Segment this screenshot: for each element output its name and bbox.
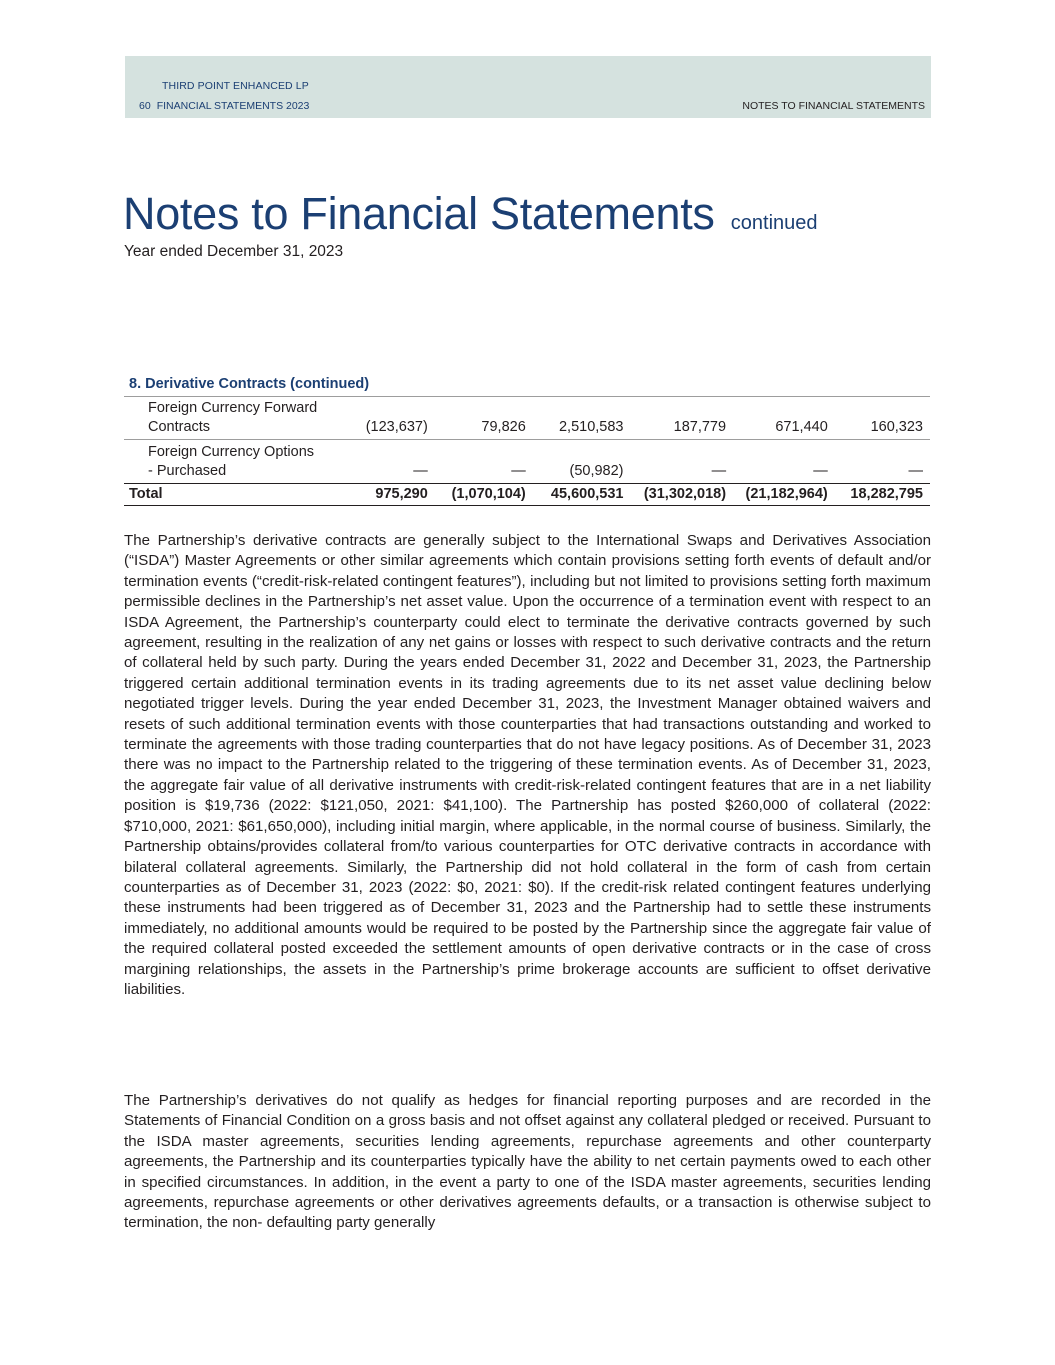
table-cell: — xyxy=(732,440,834,484)
row-label-line: Contracts xyxy=(148,419,211,435)
page-number: 60 xyxy=(139,100,151,112)
table-cell: — xyxy=(630,440,733,484)
table-cell: (50,982) xyxy=(532,440,630,484)
body-paragraph: The Partnership’s derivative contracts are generally subject to the International Swaps and Derivatives Association (“ISDA”) Master Agreements or other similar agreements which contain provisions setting forth events of default and/or termination events (“credit-risk-related contingent features”), including but not limited to provisions setting forth maximum permissible declines in the Partnership’s net asset value. Upon the occurrence of a termination event with respect to an ISDA Agreement, the Partnership’s counterparty could elect to terminate the derivative contracts governed by such agreement, resulting in the realization of any net gains or losses with respect to such derivative contracts and the return of collateral held by such party. During the years ended December 31, 2022 and December 31, 2023, the Partnership triggered certain additional termination events in its trading agreements due to its net asset value declining below negotiated trigger levels. During the year ended December 31, 2023, the Investment Manager obtained waivers and resets of such additional termination events with those counterparties that had transactions outstanding and worked to terminate the agreements with those trading counterparties that do not have legacy positions. As of December 31, 2023 there was no impact to the Partnership related to the triggering of these termination events. As of December 31, 2023, the aggregate fair value of all derivative instruments with credit-risk-related contingent features that are in a net liability position is $19,736 (2022: $121,050, 2021: $41,100). The Partnership has posted $260,000 of collateral (2022: $710,000, 2021: $61,650,000), including initial margin, where applicable, in the normal course of business. Similarly, the Partnership obtains/provides collateral from/to various counterparties for OTC derivative contracts in accordance with bilateral collateral agreements. Similarly, the Partnership did not hold collateral in the form of cash from certain counterparties as of December 31, 2023 (2022: $0, 2021: $0). If the credit-risk related contingent features underlying these instruments had been triggered as of December 31, 2023 and the Partnership had to settle these instruments immediately, no additional amounts would be required to be posted by the Partnership since the aggregate fair value of the required collateral posted exceeded the settlement amounts of open derivative contracts or in the case of cross margining relationships, the assets in the Partnership’s prime brokerage accounts are sufficient to offset derivative liabilities. xyxy=(124,532,931,998)
derivative-table-block xyxy=(124,374,930,506)
header-section-name: NOTES TO FINANCIAL STATEMENTS xyxy=(742,100,925,112)
header-page-info xyxy=(139,100,309,112)
page-title xyxy=(123,188,818,240)
body-paragraph: The Partnership’s derivatives do not qualify as hedges for financial reporting purposes and are recorded in the Statements of Financial Condition on a gross basis and not offset against any collateral pledged or received. Pursuant to the ISDA master agreements, securities lending agreements, repurchase agreements and other counterparty agreements, the Partnership and its counterparties typically have the ability to net certain payments owed to each other in specified circumstances. In addition, in the event a party to one of the ISDA master agreements, securities lending agreements, repurchase agreements or other derivatives agreements defaults, or a transaction is otherwise subject to termination, the non- defaulting party generally xyxy=(124,1092,931,1232)
table-row xyxy=(124,397,930,440)
total-cell: 975,290 xyxy=(333,484,433,506)
table-cell: — xyxy=(333,440,433,484)
page-header xyxy=(125,56,931,118)
table-cell: 2,510,583 xyxy=(558,419,624,435)
row-label-line: Foreign Currency Forward xyxy=(148,400,318,416)
row-label-line: Foreign Currency Options xyxy=(148,444,315,460)
section-heading: 8. Derivative Contracts (continued) xyxy=(124,374,930,397)
table-cell: — xyxy=(834,440,930,484)
row-label xyxy=(124,397,333,440)
table-cell: (123,637) xyxy=(365,419,428,435)
table-row xyxy=(124,440,930,484)
row-label xyxy=(124,440,333,484)
total-cell: (21,182,964) xyxy=(732,484,834,506)
table-total-row xyxy=(124,484,930,506)
header-company-name: THIRD POINT ENHANCED LP xyxy=(162,80,309,92)
page-title-suffix: continued xyxy=(730,212,818,234)
total-cell: (31,302,018) xyxy=(630,484,733,506)
total-cell: (1,070,104) xyxy=(434,484,532,506)
table-cell: 187,779 xyxy=(673,419,727,435)
derivative-table xyxy=(124,397,930,506)
table-cell: — xyxy=(434,440,532,484)
header-doc-title: FINANCIAL STATEMENTS 2023 xyxy=(156,100,310,112)
total-label: Total xyxy=(124,484,333,506)
table-cell: 160,323 xyxy=(870,419,923,435)
table-cell: 79,826 xyxy=(481,419,526,435)
total-cell: 18,282,795 xyxy=(834,484,930,506)
table-cell: 671,440 xyxy=(775,419,828,435)
page-title-main: Notes to Financial Statements xyxy=(123,188,715,239)
total-cell: 45,600,531 xyxy=(532,484,630,506)
page-subtitle: Year ended December 31, 2023 xyxy=(124,243,344,260)
row-label-line: - Purchased xyxy=(148,463,227,479)
